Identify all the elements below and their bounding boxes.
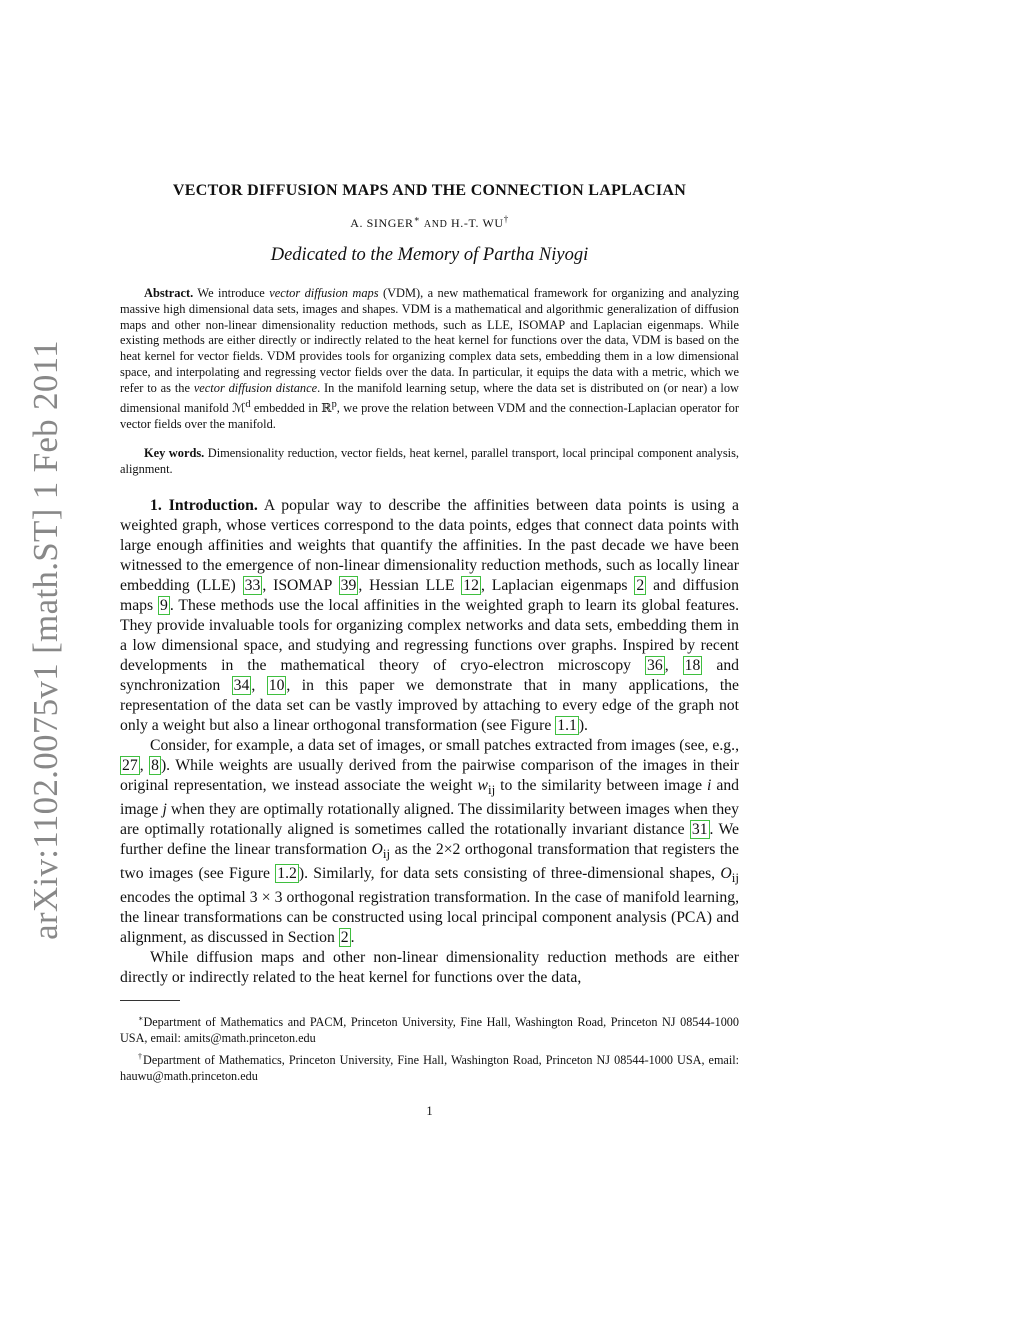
author-line — [120, 214, 739, 231]
arxiv-sidebar — [26, 330, 66, 950]
paragraph-text: , — [139, 756, 150, 774]
abstract-emphasis: vector diffusion distance — [193, 380, 318, 395]
citation-link[interactable]: 2 — [636, 576, 645, 594]
keywords — [120, 446, 739, 478]
paragraph-text: . These methods use the local affinities in the weighted graph to learn its global features. They provide invaluable tools for organizing complex networks and data sets, embedding them in a low dimensional space, and studying and regressing functions over graphs. Inspired by recent developments in the mathematical theory of cryo-electron microscopy — [120, 596, 739, 674]
abstract-text: We introduce — [197, 286, 270, 300]
footnotes — [120, 1011, 739, 1084]
citation-link[interactable]: 36 — [647, 656, 663, 674]
dedication: Dedicated to the Memory of Partha Niyogi — [270, 245, 589, 265]
math-symbol: O — [371, 841, 383, 859]
author1-footnote-mark: ∗ — [413, 214, 421, 224]
intro-paragraph-1 — [120, 496, 739, 736]
paragraph-text: , ISOMAP — [262, 576, 339, 594]
paragraph-text: , in this paper we demonstrate that in many applications, the representation of the data set can be vastly improved by attaching to every edge of the graph not only a weight but also a linear orthogonal transformation (see Figure — [120, 676, 739, 734]
footnote-divider — [120, 1000, 180, 1001]
keywords-text: Dimensionality reduction, vector fields, heat kernel, parallel transport, local principal component analysis, alignment. — [120, 446, 739, 477]
paragraph-text: and synchronization — [120, 656, 740, 694]
citation-link[interactable]: 31 — [691, 821, 708, 839]
footnote-mark: ∗ — [138, 1014, 144, 1024]
footnote-mark: † — [138, 1052, 144, 1062]
paragraph-text: , Laplacian eigenmaps — [480, 576, 635, 594]
paragraph-text: encodes the optimal 3 × 3 orthogonal registration transformation. In the case of manifold learning, the linear transformations can be constructed using local principal component analysis (PCA) and alignment, as discussed in Section — [120, 889, 739, 947]
paragraph-text: to the similarity between image — [495, 776, 708, 794]
author-wu: H.-T. WU — [451, 216, 504, 230]
citation-link[interactable]: 34 — [233, 676, 250, 694]
math-symbol: w — [477, 776, 488, 794]
abstract — [120, 286, 739, 432]
citation-link[interactable]: 39 — [340, 576, 357, 594]
authors-and: AND — [423, 219, 448, 230]
abstract-text: , we prove the relation between VDM and the connection-Laplacian operator for vector fields over the manifold. — [120, 400, 739, 431]
abstract-superscript: d — [245, 398, 251, 410]
footnote-1 — [120, 1011, 739, 1046]
paragraph-text: when they are optimally rotationally aligned. The dissimilarity between images when they are optimally rotationally aligned is sometimes called the rotationally invariant distance — [120, 801, 739, 839]
paragraph-text: , — [664, 656, 683, 674]
abstract-superscript: p — [331, 398, 337, 410]
citation-link[interactable]: 8 — [151, 756, 159, 774]
math-subscript: ij — [382, 846, 391, 862]
footnote-text: Department of Mathematics and PACM, Princeton University, Fine Hall, Washington Road, Princeton NJ 08544-1000 USA, email: amits@math.princeton.edu — [120, 1015, 739, 1045]
math-symbol: j — [162, 801, 167, 819]
arxiv-identifier: arXiv:1102.0075v1 [math.ST] 1 Feb 2011 — [26, 340, 65, 940]
citation-link[interactable]: 12 — [463, 576, 479, 594]
paragraph-text: and image — [120, 776, 740, 819]
citation-link[interactable]: 33 — [244, 576, 261, 594]
paragraph-text: . — [350, 929, 355, 947]
abstract-label: Abstract. — [144, 286, 194, 300]
figure-link[interactable]: 1.1 — [557, 716, 577, 734]
paragraph-text: ). While weights are usually derived from the pairwise comparison of the images in their original representation, we instead associate the weight — [120, 756, 739, 794]
page-number: 1 — [426, 1104, 433, 1119]
paper-page — [120, 182, 739, 1119]
author2-footnote-mark: † — [503, 214, 509, 224]
paragraph-text: , — [251, 676, 267, 694]
introduction-section — [120, 496, 739, 988]
abstract-emphasis: vector diffusion maps — [269, 286, 379, 300]
section-link[interactable]: 2 — [340, 929, 349, 947]
figure-link[interactable]: 1.2 — [277, 865, 297, 883]
intro-paragraph-2 — [120, 736, 739, 948]
math-symbol: O — [720, 865, 732, 883]
intro-paragraph-3: While diffusion maps and other non-linear dimensionality reduction methods are either directly or indirectly related to the heat kernel for functions over the data, — [120, 949, 739, 987]
paragraph-text: Consider, for example, a data set of images, or small patches extracted from images (see, e.g., — [150, 736, 739, 754]
citation-link[interactable]: 9 — [160, 596, 168, 614]
paragraph-text: ). Similarly, for data sets consisting of three-dimensional shapes, — [298, 865, 721, 883]
math-subscript: ij — [487, 782, 496, 798]
footnote-text: Department of Mathematics, Princeton University, Fine Hall, Washington Road, Princeton NJ 08544-1000 USA, email: hauwu@math.princeton.edu — [120, 1053, 739, 1083]
section-heading: 1. Introduction. — [150, 496, 258, 514]
citation-link[interactable]: 18 — [684, 656, 701, 674]
math-subscript: ij — [731, 870, 739, 886]
keywords-label: Key words. — [144, 446, 205, 461]
math-symbol: i — [707, 776, 712, 794]
paragraph-text: A popular way to describe the affinities between data points is using a weighted graph, whose vertices correspond to the data points, edges that connect data points with large enough affinities and weights that quantify the affinities. In the past decade we have been witnessed to the emergence of non-linear dimensionality reduction methods, such as locally linear embedding (LLE) — [120, 496, 740, 594]
paragraph-text: and diffusion maps — [120, 576, 739, 614]
abstract-text: embedded in ℝ — [250, 400, 332, 415]
paper-title: VECTOR DIFFUSION MAPS AND THE CONNECTION LAPLACIAN — [172, 182, 687, 199]
author-singer: A. SINGER — [350, 216, 414, 230]
citation-link[interactable]: 10 — [268, 676, 285, 694]
citation-link[interactable]: 27 — [122, 756, 138, 774]
footnote-2 — [120, 1049, 739, 1084]
paragraph-text: , Hessian LLE — [358, 576, 462, 594]
paragraph-text: as the 2×2 orthogonal transformation that registers the two images (see Figure — [120, 841, 739, 883]
abstract-text: (VDM), a new mathematical framework for organizing and analyzing massive high dimensional data sets, images and shapes. VDM is a mathematical and algorithmic generalization of diffusion maps and other non-linear dimensionality reduction methods, such as LLE, ISOMAP and Laplacian eigenmaps. While existing methods are either directly or indirectly related to the heat kernel for functions over the data, VDM is based on the heat kernel for vector fields. VDM provides tools for organizing complex data sets, embedding them in a low dimensional space, and interpolating and regressing vector fields over the data. In particular, it equips the data with a metric, which we refer to as the — [120, 286, 739, 395]
paragraph-text: . We further define the linear transformation — [120, 821, 740, 859]
abstract-text: . In the manifold learning setup, where the data set is distributed on (or near) a low dimensional manifold ℳ — [120, 380, 739, 415]
paragraph-text: ). — [578, 716, 588, 734]
